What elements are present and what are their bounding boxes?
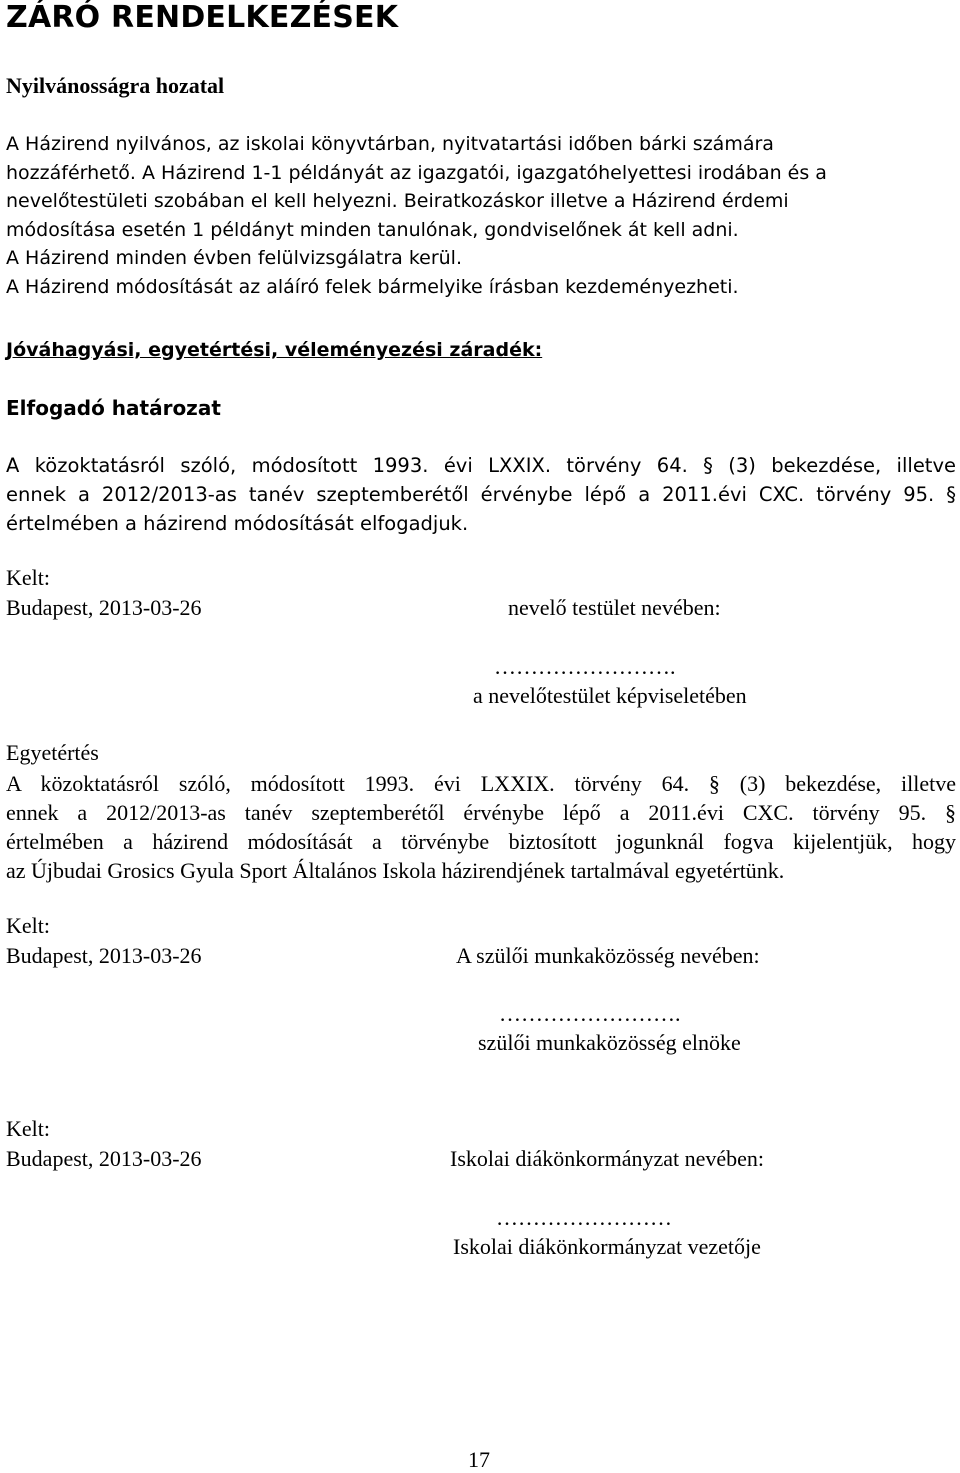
on-behalf-label: Iskolai diákönkormányzat nevében:	[450, 1146, 765, 1171]
resolution-text	[6, 451, 956, 538]
resolution-line: ennek a 2012/2013-as tanév szeptemberétől érvénybe lépő a 2011.évi CXC. törvény 95. §	[6, 483, 956, 506]
place-date: Budapest, 2013-03-26	[6, 943, 202, 968]
clause-heading: Jóváhagyási, egyetértési, véleményezési záradék:	[6, 339, 543, 361]
resolution-line: A közoktatásról szóló, módosított 1993. évi LXXIX. törvény 64. § (3) bekezdése, illetve	[6, 454, 956, 477]
paragraph-line: nevelőtestületi szobában el kell helyezni. Beiratkozáskor illetve a Házirend érdemi	[6, 190, 789, 213]
signatory-role: szülői munkaközösség elnöke	[478, 1030, 741, 1055]
agreement-heading: Egyetértés	[6, 740, 99, 765]
place-date: Budapest, 2013-03-26	[6, 1146, 202, 1171]
agreement-line: az Újbudai Grosics Gyula Sport Általános Iskola házirendjének tartalmával egyetértünk.	[6, 858, 785, 883]
agreement-line: A közoktatásról szóló, módosított 1993. évi LXXIX. törvény 64. § (3) bekezdése, illetve	[6, 771, 956, 796]
paragraph-line: módosítása esetén 1 példányt minden tanulónak, gondviselőnek át kell adni.	[6, 218, 739, 241]
page-title: ZÁRÓ RENDELKEZÉSEK	[6, 0, 399, 35]
paragraph-line: A Házirend minden évben felülvizsgálatra kerül.	[6, 247, 462, 270]
on-behalf-label: nevelő testület nevében:	[508, 595, 721, 620]
signature-dots: …………………….	[494, 654, 676, 679]
on-behalf-label: A szülői munkaközösség nevében:	[456, 943, 760, 968]
kelt-label: Kelt:	[6, 913, 50, 938]
section-title: Nyilvánosságra hozatal	[6, 73, 225, 98]
signatory-role: Iskolai diákönkormányzat vezetője	[453, 1234, 761, 1259]
kelt-label: Kelt:	[6, 1116, 50, 1141]
resolution-heading: Elfogadó határozat	[6, 396, 221, 420]
place-date: Budapest, 2013-03-26	[6, 595, 202, 620]
publicity-paragraph	[6, 130, 906, 302]
agreement-line: ennek a 2012/2013-as tanév szeptemberétől érvénybe lépő a 2011.évi CXC. törvény 95. §	[6, 800, 956, 825]
paragraph-line: A Házirend nyilvános, az iskolai könyvtárban, nyitvatartási időben bárki számára	[6, 133, 774, 155]
page-number: 17	[468, 1447, 490, 1472]
resolution-line: értelmében a házirend módosítását elfogadjuk.	[6, 512, 469, 535]
kelt-label: Kelt:	[6, 565, 50, 590]
agreement-text	[6, 769, 956, 885]
paragraph-line: A Házirend módosítását az aláíró felek bármelyike írásban kezdeményezheti.	[6, 275, 739, 298]
paragraph-line: hozzáférhető. A Házirend 1-1 példányát az igazgatói, igazgatóhelyettesi irodában és a	[6, 161, 827, 184]
agreement-line: értelmében a házirend módosítását a törvénybe biztosított jogunknál fogva kijelentjük, hogy	[6, 829, 956, 854]
signature-dots: ……………………	[496, 1205, 672, 1230]
signature-dots: …………………….	[499, 1001, 681, 1026]
signatory-role: a nevelőtestület képviseletében	[473, 683, 747, 708]
